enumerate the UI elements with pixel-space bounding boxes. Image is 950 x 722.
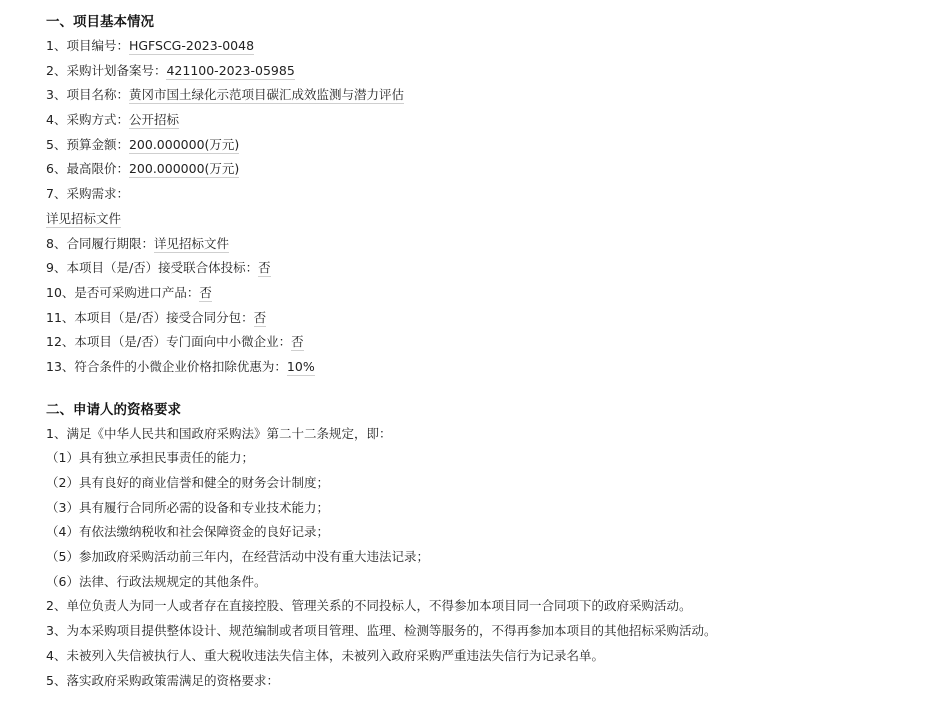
qualification-line: 5、落实政府采购政策需满足的资格要求： [46,672,279,688]
qualification-line: （4）有依法缴纳税收和社会保障资金的良好记录； [46,524,329,540]
field-label: 12、本项目（是/否）专门面向中小微企业： [46,334,292,350]
field-project-name [46,83,950,108]
qualification-line: 1、满足《中华人民共和国政府采购法》第二十二条规定，即： [46,425,392,441]
qualification-line: 3、为本采购项目提供整体设计、规范编制或者项目管理、监理、检测等服务的，不得再参加本项目的其他招标采购活动。 [46,623,717,639]
qualification-line: （6）法律、行政法规规定的其他条件。 [46,573,267,589]
field-label: 6、最高限价： [46,161,129,177]
qualification-line: （3）具有履行合同所必需的设备和专业技术能力； [46,499,329,515]
field-imported-products [46,281,950,306]
field-project-number [46,34,950,59]
field-label: 13、符合条件的小微企业价格扣除优惠为： [46,358,287,374]
field-value: 否 [258,260,271,276]
field-label: 7、采购需求： [46,186,129,202]
field-value: 否 [199,284,212,300]
field-procurement-method [46,108,950,133]
field-value: 421100-2023-05985 [166,62,295,78]
field-procurement-needs-value [46,207,950,232]
qualification-line: 2、单位负责人为同一人或者存在直接控股、管理关系的不同投标人，不得参加本项目同一合同项下的政府采购活动。 [46,598,692,614]
field-label: 8、合同履行期限： [46,235,154,251]
field-value: 否 [253,309,267,325]
field-value: 否 [291,334,304,350]
field-contract-subcontract [46,306,950,331]
qualification-line: 4、未被列入失信被执行人、重大税收违法失信主体，未被列入政府采购严重违法失信行为记录名单。 [46,647,604,663]
field-label: 5、预算金额： [46,136,129,152]
field-plan-record-number [46,59,950,84]
field-label: 2、采购计划备案号： [46,62,167,78]
field-value: 黄冈市国土绿化示范项目碳汇成效监测与潜力评估 [128,87,404,103]
qualification-line: （2）具有良好的商业信誉和健全的财务会计制度； [46,475,329,490]
field-label: 4、采购方式： [46,112,129,128]
field-value: 详见招标文件 [46,210,122,226]
field-label: 3、项目名称： [46,87,129,103]
field-max-price [46,157,950,182]
field-budget-amount [46,133,950,158]
section-spacer [46,380,950,398]
section-heading-qualification: 二、申请人的资格要求 [46,401,181,418]
field-value: 200.000000(万元) [128,161,240,177]
field-label: 1、项目编号： [46,38,129,53]
qualification-line: （5）参加政府采购活动前三年内，在经营活动中没有重大违法记录； [46,549,429,565]
field-procurement-needs [46,182,950,207]
field-sme-price-discount [46,355,950,380]
field-value: HGFSCG-2023-0048 [128,38,255,53]
field-label: 11、本项目（是/否）接受合同分包： [46,309,254,325]
field-sme-only [46,330,950,355]
section-heading-basic-info: 一、项目基本情况 [46,14,154,30]
field-contract-period [46,232,950,257]
field-value: 200.000000(万元) [128,136,240,152]
field-value: 公开招标 [128,112,179,128]
field-value: 详见招标文件 [153,235,229,251]
field-label: 10、是否可采购进口产品： [46,284,200,300]
field-value: 10% [286,358,315,374]
qualification-line: （1）具有独立承担民事责任的能力； [46,450,254,466]
field-consortium-bidding [46,256,950,281]
field-label: 9、本项目（是/否）接受联合体投标： [46,260,259,276]
